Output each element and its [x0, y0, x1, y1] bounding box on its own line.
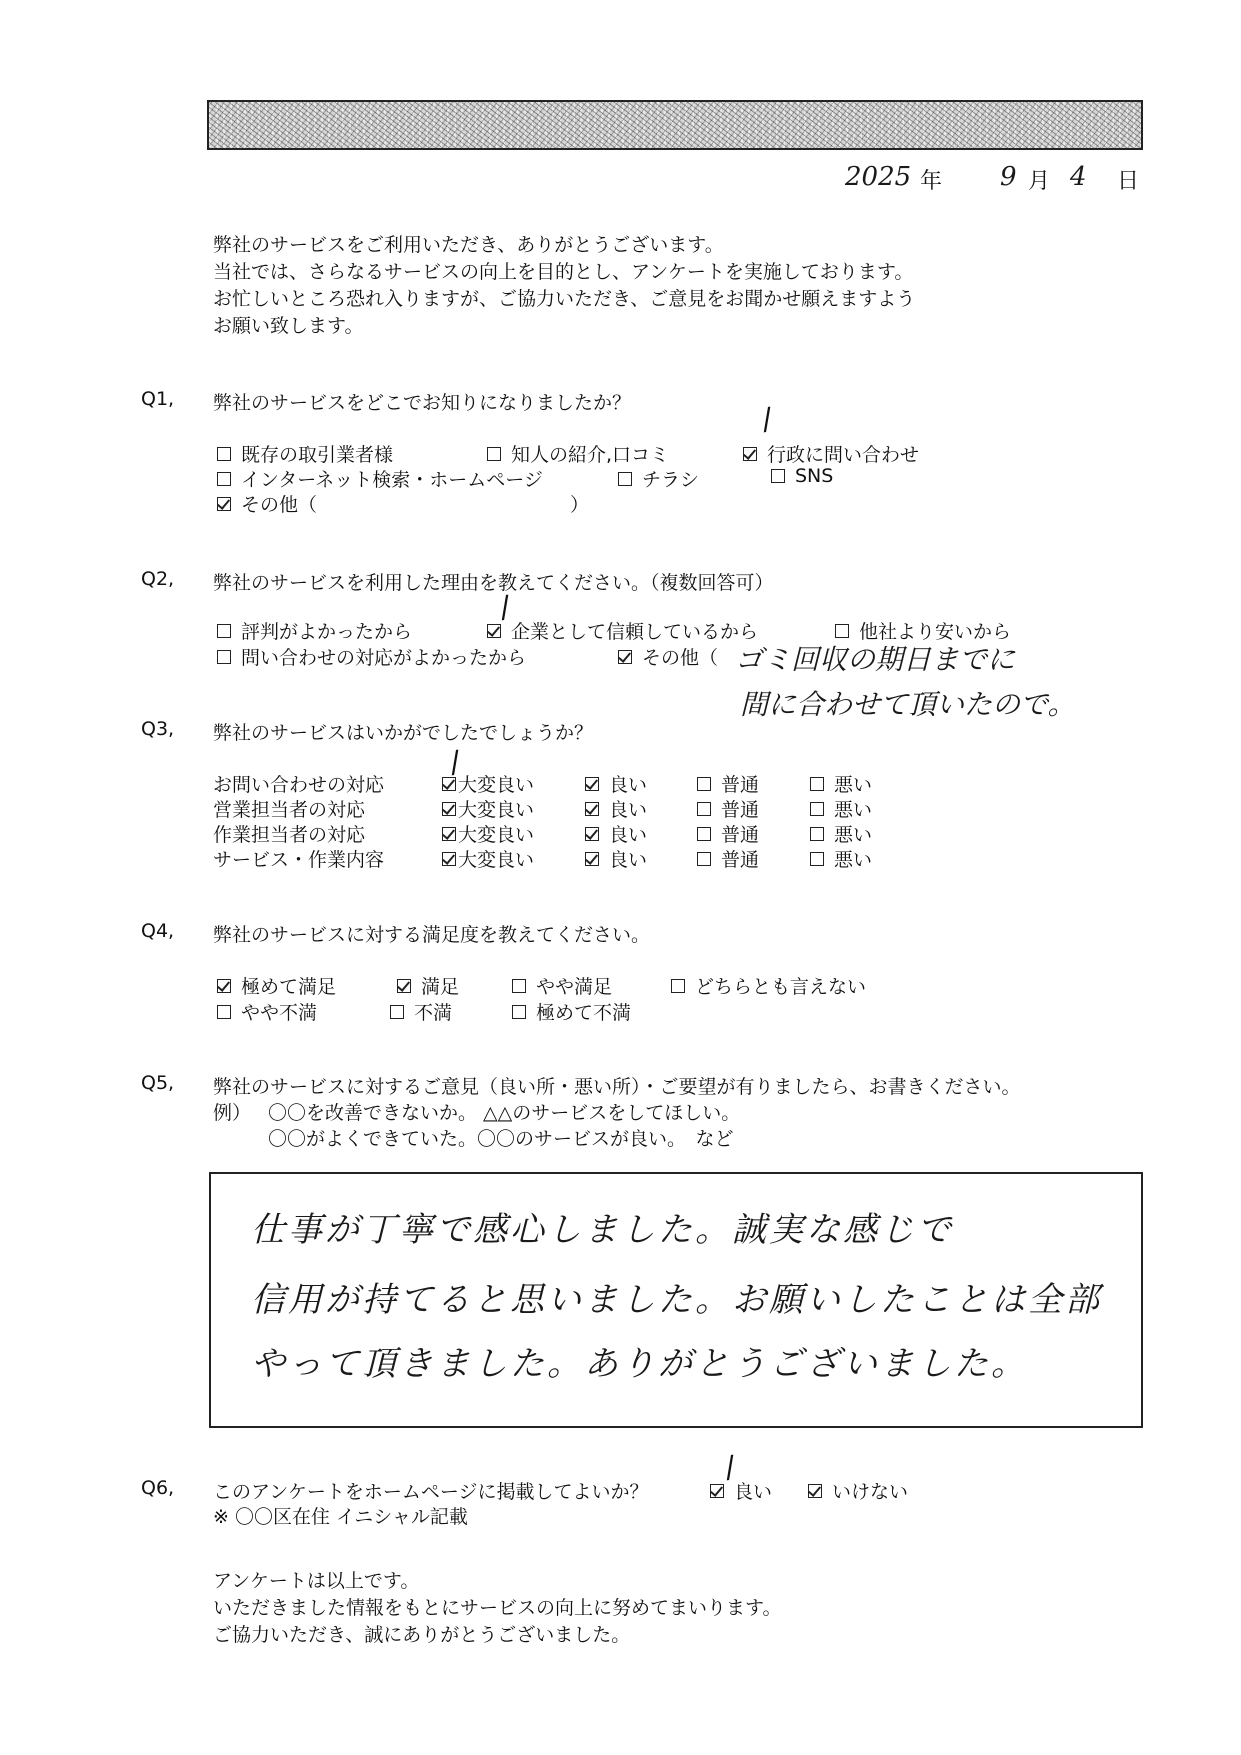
checkbox-checked[interactable]: [217, 497, 231, 511]
checkbox-checked[interactable]: [442, 827, 456, 841]
checkbox-checked[interactable]: [710, 1484, 724, 1498]
q1-option-referral[interactable]: 知人の紹介,口コミ: [487, 440, 669, 467]
q3-row-label: 営業担当者の対応: [213, 799, 366, 821]
q1-option-government[interactable]: 行政に問い合わせ: [743, 440, 919, 467]
checkbox[interactable]: [697, 852, 711, 866]
q2-option-cheaper[interactable]: 他社より安いから: [835, 617, 1011, 644]
checkbox-checked[interactable]: [487, 624, 501, 638]
checkbox-checked[interactable]: [585, 827, 599, 841]
checkbox[interactable]: [217, 650, 231, 664]
q3-number: Q3,: [141, 718, 175, 740]
checkbox[interactable]: [810, 827, 824, 841]
q5-example-line1: 〇〇を改善できないか。 △△のサービスをしてほしい。: [268, 1102, 741, 1124]
q4-number: Q4,: [141, 920, 175, 942]
q2-option-reputation[interactable]: 評判がよかったから: [217, 617, 412, 644]
q3-option-very-good[interactable]: 大変良い: [442, 820, 534, 847]
q3-row-label: お問い合わせの対応: [213, 774, 385, 796]
q1-option-flyer[interactable]: チラシ: [618, 465, 699, 492]
q3-option-good[interactable]: 良い: [585, 845, 647, 872]
date-year: 2025: [845, 162, 912, 192]
closing-text: [213, 1568, 781, 1649]
checkbox[interactable]: [217, 624, 231, 638]
q3-option-bad[interactable]: 悪い: [810, 795, 872, 822]
tick-mark-icon: /: [447, 744, 463, 781]
checkbox-checked[interactable]: [442, 802, 456, 816]
date-month: 9: [1000, 162, 1017, 192]
checkbox[interactable]: [835, 624, 849, 638]
intro-text: [213, 232, 915, 340]
q5-answer-line: 仕事が丁寧で感心しました。誠実な感じで: [251, 1210, 954, 1250]
q6-number: Q6,: [141, 1477, 175, 1499]
q3-option-average[interactable]: 普通: [697, 845, 759, 872]
q1-option-existing[interactable]: 既存の取引業者様: [217, 440, 393, 467]
q5-example-line2: 〇〇がよくできていた。〇〇のサービスが良い。 など: [268, 1128, 734, 1150]
tick-mark-icon: /: [759, 401, 775, 438]
intro-line: お忙しいところ恐れ入りますが、ご協力いただき、ご意見をお聞かせ願えますよう: [213, 288, 916, 310]
q2-handwritten-line1: ゴミ回収の期日までに: [735, 643, 1016, 676]
q6-option-no[interactable]: いけない: [808, 1477, 908, 1504]
checkbox[interactable]: [810, 852, 824, 866]
q3-option-bad[interactable]: 悪い: [810, 770, 872, 797]
q2-option-response[interactable]: 問い合わせの対応がよかったから: [217, 643, 526, 670]
q6-option-yes[interactable]: 良い: [710, 1477, 772, 1504]
checkbox[interactable]: [217, 1005, 231, 1019]
header-banner: [207, 100, 1143, 150]
q3-option-bad[interactable]: 悪い: [810, 820, 872, 847]
checkbox[interactable]: [697, 777, 711, 791]
date-year-unit: 年: [920, 169, 943, 194]
checkbox[interactable]: [671, 979, 685, 993]
q1-option-sns[interactable]: SNS: [771, 465, 833, 487]
checkbox[interactable]: [487, 447, 501, 461]
intro-line: 当社では、さらなるサービスの向上を目的とし、アンケートを実施しております。: [213, 261, 914, 283]
q1-question: 弊社のサービスをどこでお知りになりましたか？: [213, 392, 632, 414]
date-day-unit: 日: [1117, 169, 1140, 194]
q4-option-very-satisfied[interactable]: 極めて満足: [217, 972, 336, 999]
checkbox-checked[interactable]: [618, 650, 632, 664]
tick-mark-icon: /: [497, 589, 513, 626]
intro-line: 弊社のサービスをご利用いただき、ありがとうございます。: [213, 234, 724, 256]
q2-option-trust[interactable]: 企業として信頼しているから: [487, 617, 758, 644]
checkbox-checked[interactable]: [808, 1484, 822, 1498]
q4-option-very-unsatisfied[interactable]: 極めて不満: [512, 998, 631, 1025]
q3-option-very-good[interactable]: 大変良い: [442, 770, 534, 797]
q5-answer-line: やって頂きました。ありがとうございました。: [251, 1344, 1028, 1384]
checkbox[interactable]: [771, 469, 785, 483]
q1-number: Q1,: [141, 388, 175, 410]
q2-question: 弊社のサービスを利用した理由を教えてください。（複数回答可）: [213, 572, 774, 594]
checkbox[interactable]: [217, 447, 231, 461]
q3-option-good[interactable]: 良い: [585, 820, 647, 847]
q4-option-satisfied[interactable]: 満足: [397, 972, 459, 999]
date-month-unit: 月: [1028, 169, 1051, 194]
closing-line: いただきました情報をもとにサービスの向上に努めてまいります。: [213, 1597, 782, 1619]
closing-line: アンケートは以上です。: [213, 1570, 420, 1592]
q3-option-average[interactable]: 普通: [697, 795, 759, 822]
q3-row-label: 作業担当者の対応: [213, 824, 366, 846]
q6-question: このアンケートをホームページに掲載してよいか？: [213, 1481, 649, 1503]
checkbox[interactable]: [512, 1005, 526, 1019]
q3-option-good[interactable]: 良い: [585, 795, 647, 822]
checkbox-checked[interactable]: [397, 979, 411, 993]
q1-option-internet[interactable]: インターネット検索・ホームページ: [217, 465, 543, 492]
checkbox-checked[interactable]: [217, 979, 231, 993]
q4-option-somewhat-satisfied[interactable]: やや満足: [512, 972, 612, 999]
checkbox[interactable]: [217, 472, 231, 486]
q5-answer-line: 信用が持てると思いました。お願いしたことは全部: [251, 1280, 1102, 1320]
q4-option-neutral[interactable]: どちらとも言えない: [671, 972, 866, 999]
q3-option-average[interactable]: 普通: [697, 820, 759, 847]
q1-other-close: ）: [570, 494, 590, 516]
q3-question: 弊社のサービスはいかがでしたでしょうか？: [213, 722, 594, 744]
q5-number: Q5,: [141, 1072, 175, 1094]
checkbox-checked[interactable]: [442, 852, 456, 866]
q1-option-other[interactable]: その他（: [217, 490, 317, 517]
q5-question: 弊社のサービスに対するご意見（良い所・悪い所）・ご要望が有りましたら、お書きください。: [213, 1076, 1021, 1098]
checkbox[interactable]: [810, 777, 824, 791]
checkbox[interactable]: [618, 472, 632, 486]
checkbox[interactable]: [810, 802, 824, 816]
checkbox[interactable]: [512, 979, 526, 993]
closing-line: ご協力いただき、誠にありがとうございました。: [213, 1624, 631, 1646]
q3-option-bad[interactable]: 悪い: [810, 845, 872, 872]
checkbox-checked[interactable]: [585, 852, 599, 866]
checkbox-checked[interactable]: [585, 802, 599, 816]
q3-option-very-good[interactable]: 大変良い: [442, 795, 534, 822]
q6-note: ※ 〇〇区在住 イニシャル記載: [213, 1506, 468, 1528]
q2-number: Q2,: [141, 568, 175, 590]
checkbox[interactable]: [390, 1005, 404, 1019]
checkbox[interactable]: [697, 802, 711, 816]
checkbox-checked[interactable]: [585, 777, 599, 791]
q4-option-unsatisfied[interactable]: 不満: [390, 998, 452, 1025]
checkbox-checked[interactable]: [743, 447, 757, 461]
tick-mark-icon: /: [722, 1449, 738, 1486]
checkbox-checked[interactable]: [442, 777, 456, 791]
q2-option-other[interactable]: その他（: [618, 643, 718, 670]
q3-option-average[interactable]: 普通: [697, 770, 759, 797]
q3-row-label: サービス・作業内容: [213, 849, 385, 871]
date-day: 4: [1070, 162, 1087, 192]
q2-handwritten-line2: 間に合わせて頂いたので。: [740, 688, 1076, 721]
q3-option-very-good[interactable]: 大変良い: [442, 845, 534, 872]
q4-question: 弊社のサービスに対する満足度を教えてください。: [213, 924, 651, 946]
checkbox[interactable]: [697, 827, 711, 841]
intro-line: お願い致します。: [213, 315, 364, 337]
q5-example-label: 例）: [213, 1102, 252, 1124]
q5-answer-box[interactable]: [209, 1172, 1143, 1428]
q4-option-somewhat-unsatisfied[interactable]: やや不満: [217, 998, 317, 1025]
q3-option-good[interactable]: 良い: [585, 770, 647, 797]
